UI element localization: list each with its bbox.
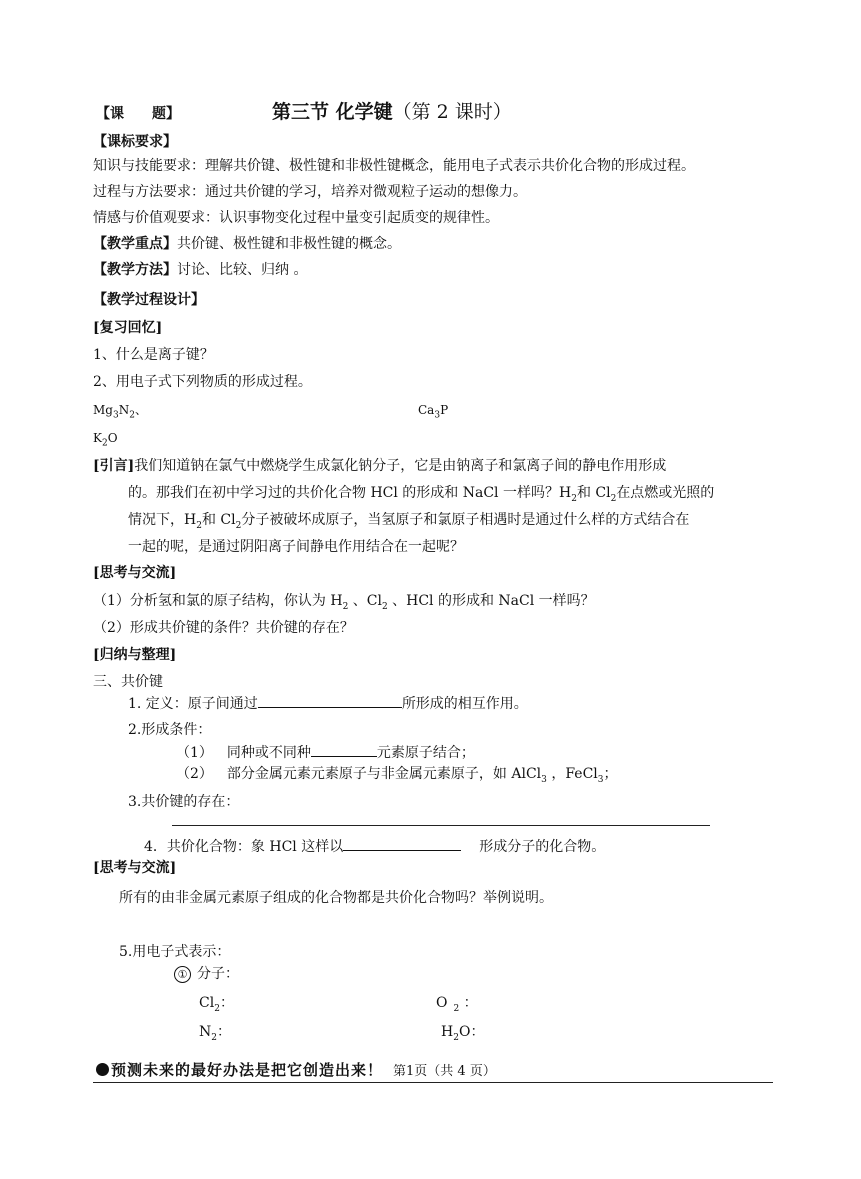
formula-part: Ca xyxy=(418,403,435,417)
formula-sub: 2 xyxy=(453,1003,460,1014)
definition-line xyxy=(128,693,528,714)
condition-2 xyxy=(176,764,618,784)
intro-text: 的。那我们在初中学习过的共价化合物 HCl 的形成和 NaCl 一样吗？H xyxy=(128,485,572,501)
condition-number: （2） xyxy=(176,766,213,782)
formula-part: P xyxy=(440,403,449,417)
formula-part: ： xyxy=(219,995,234,1011)
conditions-heading: 2.形成条件： xyxy=(128,722,212,738)
formula-sub: 2 xyxy=(101,438,108,449)
think-question-2: （2）形成共价键的条件？共价键的存在？ xyxy=(93,620,354,636)
formula-part: ： xyxy=(459,995,478,1011)
condition-sub: 3 xyxy=(541,774,547,785)
intro-line-4: 一起的呢，是通过阴阳离子间静电作用结合在一起呢？ xyxy=(128,539,464,555)
key-points xyxy=(93,234,401,254)
lesson-label: 【课 题】 xyxy=(96,106,180,122)
compound-blank[interactable] xyxy=(343,836,461,851)
intro-sub: 2 xyxy=(571,493,577,504)
formula-k2o xyxy=(93,428,118,448)
formula-part: Cl xyxy=(199,995,215,1011)
footer-divider xyxy=(93,1082,773,1083)
think-text: 、Cl xyxy=(348,593,382,609)
intro-text: 和 Cl xyxy=(576,485,611,501)
molecule-label: 分子： xyxy=(197,966,239,982)
think-heading-1: [思考与交流] xyxy=(93,565,177,581)
formula-sub: 3 xyxy=(434,410,441,421)
formula-part: ： xyxy=(470,1024,485,1040)
formula-part: O xyxy=(107,431,118,445)
formula-cl2 xyxy=(199,993,234,1013)
footer-motto: 预测未来的最好办法是把它创造出来！ xyxy=(111,1061,384,1079)
teaching-methods xyxy=(93,260,307,280)
summary-heading: [归纳与整理] xyxy=(93,647,177,663)
electron-heading: 5.用电子式表示： xyxy=(119,944,231,960)
bullet-icon xyxy=(96,1063,109,1076)
condition-text: 同种或不同种 xyxy=(226,745,311,761)
footer xyxy=(96,1060,496,1082)
think-heading-2: [思考与交流] xyxy=(93,860,177,876)
formula-part: ： xyxy=(216,1024,231,1040)
intro-line-1 xyxy=(93,456,666,476)
think-sub: 2 xyxy=(381,601,388,612)
formula-part: O xyxy=(436,995,448,1011)
methods-text: 讨论、比较、归纳 。 xyxy=(177,262,308,278)
condition-number: （1） xyxy=(176,745,213,761)
think-question-1 xyxy=(93,591,595,611)
page-title xyxy=(272,100,512,124)
formula-mg3n2 xyxy=(93,400,147,420)
condition-blank[interactable] xyxy=(311,742,377,757)
formula-h2o xyxy=(441,1022,484,1042)
formula-sub: 2 xyxy=(129,410,135,421)
formula-part: N xyxy=(118,403,130,417)
condition-text: 元素原子结合； xyxy=(376,745,475,761)
intro-text: 在点燃或光照的 xyxy=(616,485,715,501)
intro-text: 和 Cl xyxy=(201,512,236,528)
definition-text: 1. 定义：原子间通过 xyxy=(128,696,258,712)
circle-one-marker: ① xyxy=(174,966,191,983)
definition-text: 所形成的相互作用。 xyxy=(401,696,528,712)
intro-sub: 2 xyxy=(196,520,202,531)
intro-sub: 2 xyxy=(235,520,242,531)
covalent-compound-line xyxy=(144,836,605,857)
formula-n2 xyxy=(199,1022,231,1042)
definition-blank[interactable] xyxy=(258,693,402,708)
formula-sub: 2 xyxy=(214,1003,220,1014)
intro-sub: 2 xyxy=(610,493,617,504)
compound-text: 形成分子的化合物。 xyxy=(479,839,606,855)
think-text: 、HCl 的形成和 NaCl 一样吗？ xyxy=(387,593,595,609)
intro-text: 我们知道钠在氯气中燃烧学生成氯化钠分子，它是由钠离子和氯离子间的静电作用形成 xyxy=(134,458,667,474)
think-question-3: 所有的由非金属元素原子组成的化合物都是共价化合物吗？举例说明。 xyxy=(119,890,553,906)
review-heading: [复习回忆] xyxy=(93,320,163,336)
think-sub: 2 xyxy=(342,601,349,612)
key-points-heading: 【教学重点】 xyxy=(93,236,177,252)
formula-part: H xyxy=(441,1024,454,1040)
review-question-1: 1、什么是离子键？ xyxy=(93,347,214,363)
formula-ca3p xyxy=(418,400,448,420)
requirement-emotion: 情感与价值观要求：认识事物变化过程中量变引起质变的规律性。 xyxy=(93,210,499,226)
review-question-2: 2、用电子式下列物质的形成过程。 xyxy=(93,374,312,390)
formula-part: K xyxy=(93,431,102,445)
condition-sub: 3 xyxy=(597,774,604,785)
condition-text: 部分金属元素元素原子与非金属元素原子，如 AlCl xyxy=(226,766,542,782)
page-number: 第1页（共 4 页） xyxy=(393,1064,496,1079)
requirement-knowledge: 知识与技能要求：理解共价键、极性键和非极性键概念，能用电子式表示共价化合物的形成过程。 xyxy=(93,158,695,174)
design-heading: 【教学过程设计】 xyxy=(93,292,205,308)
formula-part: N xyxy=(199,1024,212,1040)
condition-text: ，FeCl xyxy=(546,766,598,782)
formula-part: 、 xyxy=(134,403,147,417)
formula-part: Mg xyxy=(93,403,113,417)
condition-text: ； xyxy=(603,766,618,782)
condition-1 xyxy=(176,742,475,763)
key-points-text: 共价键、极性键和非极性键的概念。 xyxy=(177,236,401,252)
formula-sub: 2 xyxy=(211,1032,217,1043)
think-text: （1）分析氢和氯的原子结构，你认为 H xyxy=(93,593,343,609)
intro-line-3 xyxy=(128,510,689,530)
compound-text: 4．共价化合物：象 HCl 这样以 xyxy=(144,839,344,855)
existence-answer-line[interactable] xyxy=(172,825,710,826)
formula-part: O xyxy=(458,1024,471,1040)
molecule-subheading xyxy=(174,964,239,984)
intro-text: 情况下，H xyxy=(128,512,197,528)
formula-sub: 3 xyxy=(112,410,119,421)
title-main: 第三节 化学键 xyxy=(272,101,393,123)
requirements-heading: 【课标要求】 xyxy=(93,134,177,150)
title-suffix: （第 2 课时） xyxy=(392,101,512,123)
formula-sub: 2 xyxy=(453,1032,459,1043)
formula-o2 xyxy=(436,993,478,1013)
section-covalent: 三、共价键 xyxy=(93,674,163,690)
existence-heading: 3.共价键的存在： xyxy=(128,794,240,810)
requirement-process: 过程与方法要求：通过共价键的学习，培养对微观粒子运动的想像力。 xyxy=(93,184,527,200)
methods-heading: 【教学方法】 xyxy=(93,262,177,278)
intro-text: 分子被破坏成原子，当氢原子和氯原子相遇时是通过什么样的方式结合在 xyxy=(241,512,690,528)
intro-label: [引言] xyxy=(93,458,135,474)
intro-line-2 xyxy=(128,483,714,503)
